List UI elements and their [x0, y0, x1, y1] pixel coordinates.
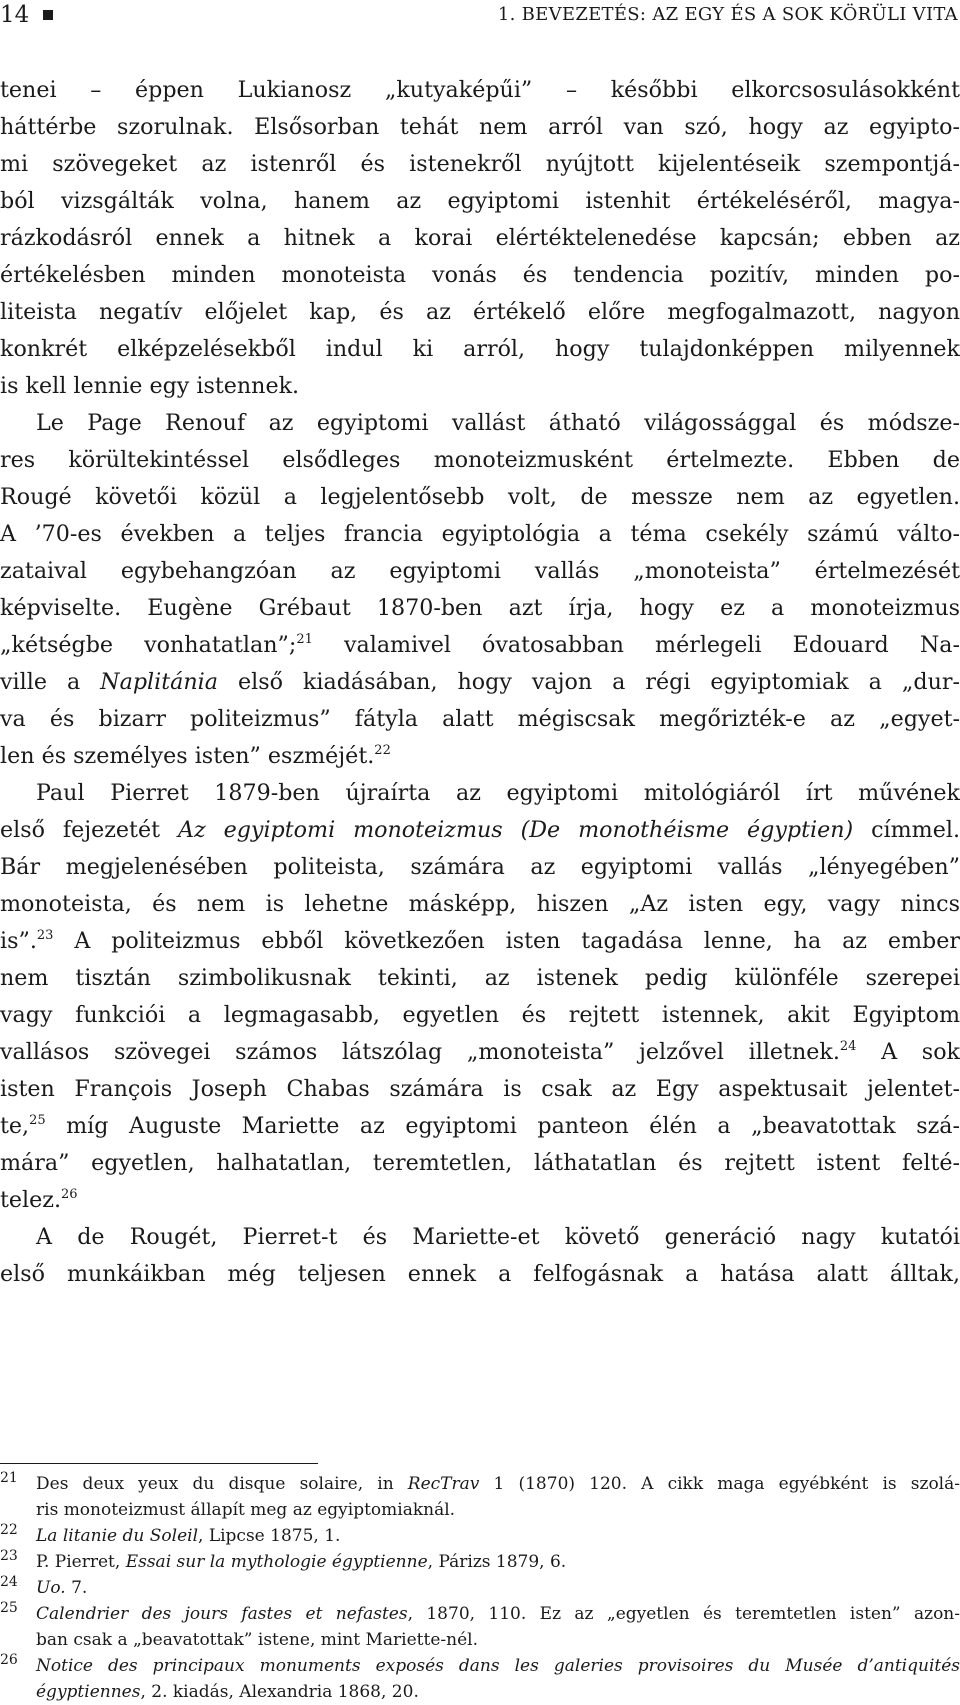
text-segment: Des deux yeux du disque solaire, in [36, 1474, 408, 1494]
footnote-line [36, 1575, 960, 1601]
page-header [0, 0, 960, 40]
paragraph-3 [0, 775, 960, 1219]
text-segment: , 2. kiadás, Alexandria 1868, 20. [140, 1682, 419, 1702]
text-line [0, 738, 960, 775]
footnote-line [36, 1601, 960, 1627]
text-segment: , Lipcse 1875, 1. [198, 1526, 341, 1546]
text-segment: „kétségbe vonhatatlan”; [0, 632, 297, 658]
text-line: A de Rougét, Pierret-t és Mariette-et követő generáció nagy kutatói [36, 1224, 960, 1250]
body-text [0, 72, 960, 1293]
text-segment: 7. [65, 1578, 88, 1598]
text-line: monoteista, és nem is lehetne másképp, hiszen „Az isten egy, vagy nincs [0, 891, 960, 917]
text-line [0, 1034, 960, 1071]
footnote-line [36, 1653, 960, 1679]
text-line: tenei – éppen Lukianosz „kutyaképűi” – későbbi elkorcsosulásokként [0, 77, 960, 103]
text-segment: is”. [0, 928, 37, 954]
text-line: Le Page Renouf az egyiptomi vallást átható világossággal és módsze- [36, 410, 960, 436]
footnote-number: 23 [0, 1548, 18, 1564]
text-line [0, 1182, 960, 1219]
square-bullet-icon [43, 10, 53, 20]
text-segment: vallásos szövegei számos látszólag „monoteista” jelzővel illetnek. [0, 1039, 840, 1065]
italic-title: Notice des principaux monuments exposés dans les galeries provisoires du Musée d’antiquités [36, 1656, 960, 1676]
text-line: A ’70-es években a teljes francia egyiptológia a téma csekély számú válto- [0, 521, 960, 547]
footnote-number: 26 [0, 1652, 18, 1668]
paragraph-4 [0, 1219, 960, 1293]
footnote-line [36, 1549, 960, 1575]
text-line: Rougé követői közül a legjelentősebb volt, de messze nem az egyetlen. [0, 484, 960, 510]
text-segment: , Párizs 1879, 6. [427, 1552, 567, 1572]
text-segment: A politeizmus ebből következően isten tagadása lenne, ha az ember [53, 928, 960, 954]
paragraph-1 [0, 72, 960, 405]
text-segment: len és személyes isten” eszméjét. [0, 743, 375, 769]
paragraph-2 [0, 405, 960, 775]
text-line [0, 1108, 960, 1145]
running-head: 1. BEVEZETÉS: AZ EGY ÉS A SOK KÖRÜLI VITA [497, 4, 958, 25]
text-line [0, 923, 960, 960]
italic-title: La litanie du Soleil [36, 1526, 199, 1546]
footnote-22 [0, 1523, 960, 1549]
text-segment: A sok [856, 1039, 960, 1065]
text-line: va és bizarr politeizmus” fátyla alatt mégiscsak megőrizték-e az „egyet- [0, 706, 960, 732]
text-line: isten François Joseph Chabas számára is csak az Egy aspektusait jelentet- [0, 1076, 960, 1102]
footnote-number: 25 [0, 1600, 18, 1616]
footnote-number: 21 [0, 1470, 18, 1486]
text-line [0, 812, 960, 849]
footnote-ref-22[interactable]: 22 [374, 743, 391, 758]
text-segment: , 1870, 110. Ez az „egyetlen és teremtetlen isten” azon- [407, 1604, 960, 1624]
page-number: 14 [0, 2, 30, 28]
footnote-divider [0, 1463, 318, 1464]
footnote-26 [0, 1653, 960, 1705]
text-line: vagy funkciói a legmagasabb, egyetlen és rejtett istennek, akit Egyiptom [0, 1002, 960, 1028]
text-line: nem tisztán szimbolikusnak tekinti, az istenek pedig különféle szerepei [0, 965, 960, 991]
text-line [0, 664, 960, 701]
text-segment: 1 (1870) 120. A cikk maga egyébként is szolá- [479, 1474, 960, 1494]
footnote-line [36, 1523, 960, 1549]
italic-title: égyptiennes [36, 1682, 141, 1702]
text-line: háttérbe szorulnak. Elsősorban tehát nem arról van szó, hogy az egyipto- [0, 114, 960, 140]
footnote-ref-21[interactable]: 21 [296, 632, 313, 647]
text-segment: ville a [0, 669, 101, 695]
text-line: első munkáikban még teljesen ennek a felfogásnak a hatása alatt álltak, [0, 1261, 960, 1287]
text-line: res körültekintéssel elsődleges monoteizmusként értelmezte. Ebben de [0, 447, 960, 473]
text-line [0, 627, 960, 664]
italic-title: Calendrier des jours fastes et nefastes [36, 1604, 408, 1624]
text-segment: első fejezetét [0, 817, 178, 843]
footnote-21 [0, 1471, 960, 1523]
italic-title: Naplitánia [100, 669, 218, 695]
italic-title: Az egyiptomi monoteizmus (De monothéisme égyptien) [177, 817, 854, 843]
text-line: Bár megjelenésében politeista, számára az egyiptomi vallás „lényegében” [0, 854, 960, 880]
footnote-number: 22 [0, 1522, 18, 1538]
footnote-ref-23[interactable]: 23 [36, 928, 54, 943]
text-segment: te, [0, 1113, 30, 1139]
text-segment: valamivel óvatosabban mérlegeli Edouard Na- [312, 632, 960, 658]
italic-title: Uo. [36, 1578, 66, 1598]
text-segment: telez. [0, 1187, 62, 1213]
text-line: mára” egyetlen, halhatatlan, teremtetlen, láthatatlan és rejtett istent felté- [0, 1150, 960, 1176]
text-line: képviselte. Eugène Grébaut 1870-ben azt írja, hogy ez a monoteizmus [0, 595, 960, 621]
text-line: Paul Pierret 1879-ben újraírta az egyiptomi mitológiáról írt művének [36, 780, 960, 806]
text-line: konkrét elképzelésekből indul ki arról, hogy tulajdonképpen milyennek [0, 336, 960, 362]
text-segment: címmel. [853, 817, 960, 843]
text-segment: P. Pierret, [36, 1552, 126, 1572]
text-line: ból vizsgálták volna, hanem az egyiptomi istenhit értékeléséről, magya- [0, 188, 960, 214]
text-line: zataival egybehangzóan az egyiptomi vallás „monoteista” értelmezését [0, 558, 960, 584]
footnote-25 [0, 1601, 960, 1653]
text-line: liteista negatív előjelet kap, és az értékelő előre megfogalmazott, nagyon [0, 299, 960, 325]
footnote-line: ris monoteizmust állapít meg az egyiptomiaknál. [36, 1500, 456, 1520]
text-line: mi szövegeket az istenről és istenekről nyújtott kijelentéseik szempontjá- [0, 151, 960, 177]
footnotes [0, 1471, 960, 1705]
footnote-ref-26[interactable]: 26 [61, 1187, 78, 1202]
text-segment: első kiadásában, hogy vajon a régi egyiptomiak a „dur- [217, 669, 960, 695]
footnote-line: ban csak a „beavatottak” istene, mint Mariette-nél. [36, 1630, 478, 1650]
footnote-line [36, 1471, 960, 1497]
footnote-24 [0, 1575, 960, 1601]
italic-title: RecTrav [407, 1474, 480, 1494]
text-segment: míg Auguste Mariette az egyiptomi panteon élén a „beavatottak szá- [45, 1113, 960, 1139]
text-line: rázkodásról ennek a hitnek a korai elértéktelenedése kapcsán; ebben az [0, 225, 960, 251]
footnote-line [36, 1679, 960, 1705]
italic-title: Essai sur la mythologie égyptienne [125, 1552, 428, 1572]
footnote-23 [0, 1549, 960, 1575]
text-line: értékelésben minden monoteista vonás és tendencia pozitív, minden po- [0, 262, 960, 288]
footnote-ref-24[interactable]: 24 [839, 1039, 857, 1054]
footnote-ref-25[interactable]: 25 [29, 1113, 46, 1128]
text-line: is kell lennie egy istennek. [0, 373, 300, 399]
footnote-number: 24 [0, 1574, 18, 1590]
